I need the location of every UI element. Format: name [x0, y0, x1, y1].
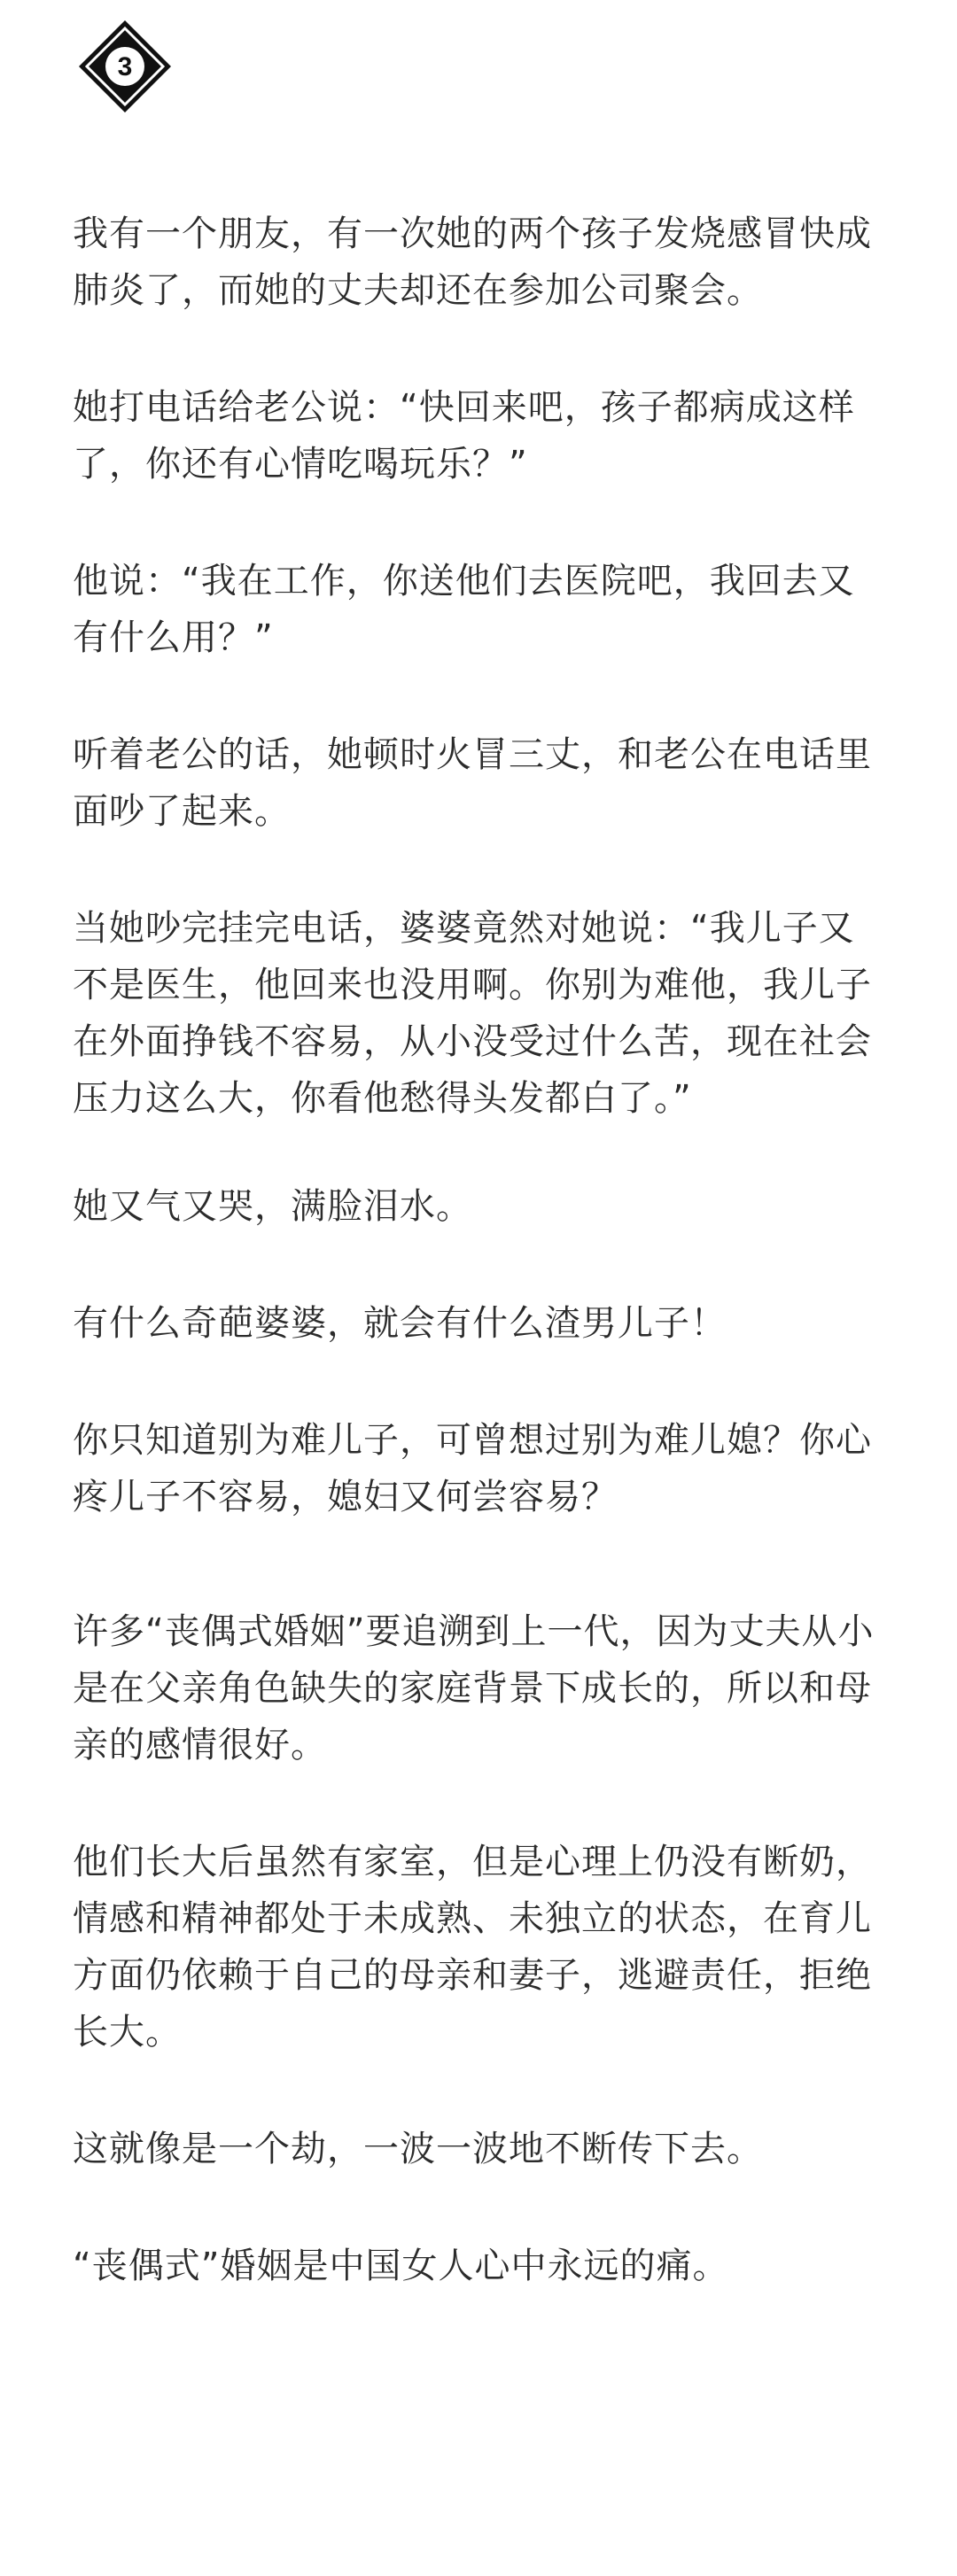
section-number-badge [76, 18, 174, 115]
paragraph-5 [73, 900, 897, 1127]
paragraph-line: 他说：“我在工作，你送他们去医院吧，我回去又 [73, 561, 855, 601]
paragraph-line: 压力这么大，你看他愁得头发都白了。” [73, 1078, 692, 1119]
paragraph-line: 方面仍依赖于自己的母亲和妻子，逃避责任，拒绝 [73, 1955, 872, 1996]
paragraph-12 [73, 2238, 897, 2294]
badge-number: 3 [117, 52, 133, 81]
paragraph-11 [73, 2121, 897, 2177]
paragraph-1 [73, 206, 897, 319]
paragraph-line: 他们长大后虽然有家室，但是心理上仍没有断奶， [73, 1842, 872, 1882]
diamond-number-icon [76, 18, 174, 115]
paragraph-3 [73, 553, 897, 666]
paragraph-line: 面吵了起来。 [73, 791, 291, 832]
paragraph-line: 她又气又哭，满脸泪水。 [73, 1186, 472, 1227]
paragraph-10 [73, 1834, 897, 2060]
paragraph-2 [73, 379, 897, 493]
paragraph-4 [73, 726, 897, 840]
paragraph-line: 情感和精神都处于未成熟、未独立的状态，在育儿 [73, 1898, 872, 1939]
paragraph-line: 这就像是一个劫，一波一波地不断传下去。 [73, 2129, 763, 2169]
paragraph-line: 疼儿子不容易，媳妇又何尝容易？ [73, 1477, 618, 1517]
paragraph-line: 她打电话给老公说：“快回来吧，孩子都病成这样 [73, 387, 855, 428]
paragraph-line: 许多“丧偶式婚姻”要追溯到上一代，因为丈夫从小 [73, 1611, 875, 1652]
paragraph-line: 了，你还有心情吃喝玩乐？” [73, 444, 528, 485]
paragraph-8 [73, 1412, 897, 1525]
article-body [73, 206, 897, 2294]
paragraph-7 [73, 1295, 897, 1352]
paragraph-line: 在外面挣钱不容易，从小没受过什么苦，现在社会 [73, 1021, 872, 1062]
paragraph-line: 肺炎了，而她的丈夫却还在参加公司聚会。 [73, 270, 763, 311]
paragraph-line: 是在父亲角色缺失的家庭背景下成长的，所以和母 [73, 1668, 872, 1709]
paragraph-line: 长大。 [73, 2012, 182, 2052]
paragraph-line: 听着老公的话，她顿时火冒三丈，和老公在电话里 [73, 734, 872, 775]
paragraph-6 [73, 1178, 897, 1235]
paragraph-line: 有什么用？” [73, 617, 274, 658]
paragraph-line: 不是医生，他回来也没用啊。你别为难他，我儿子 [73, 965, 872, 1005]
paragraph-line: 当她吵完挂完电话，婆婆竟然对她说：“我儿子又 [73, 908, 855, 949]
paragraph-line: 我有一个朋友，有一次她的两个孩子发烧感冒快成 [73, 213, 872, 254]
paragraph-line: “丧偶式”婚姻是中国女人心中永远的痛。 [73, 2246, 729, 2286]
paragraph-line: 你只知道别为难儿子，可曾想过别为难儿媳？你心 [73, 1420, 872, 1461]
paragraph-line: 亲的感情很好。 [73, 1725, 327, 1765]
paragraph-line: 有什么奇葩婆婆，就会有什么渣男儿子！ [73, 1303, 727, 1344]
paragraph-9 [73, 1603, 897, 1773]
